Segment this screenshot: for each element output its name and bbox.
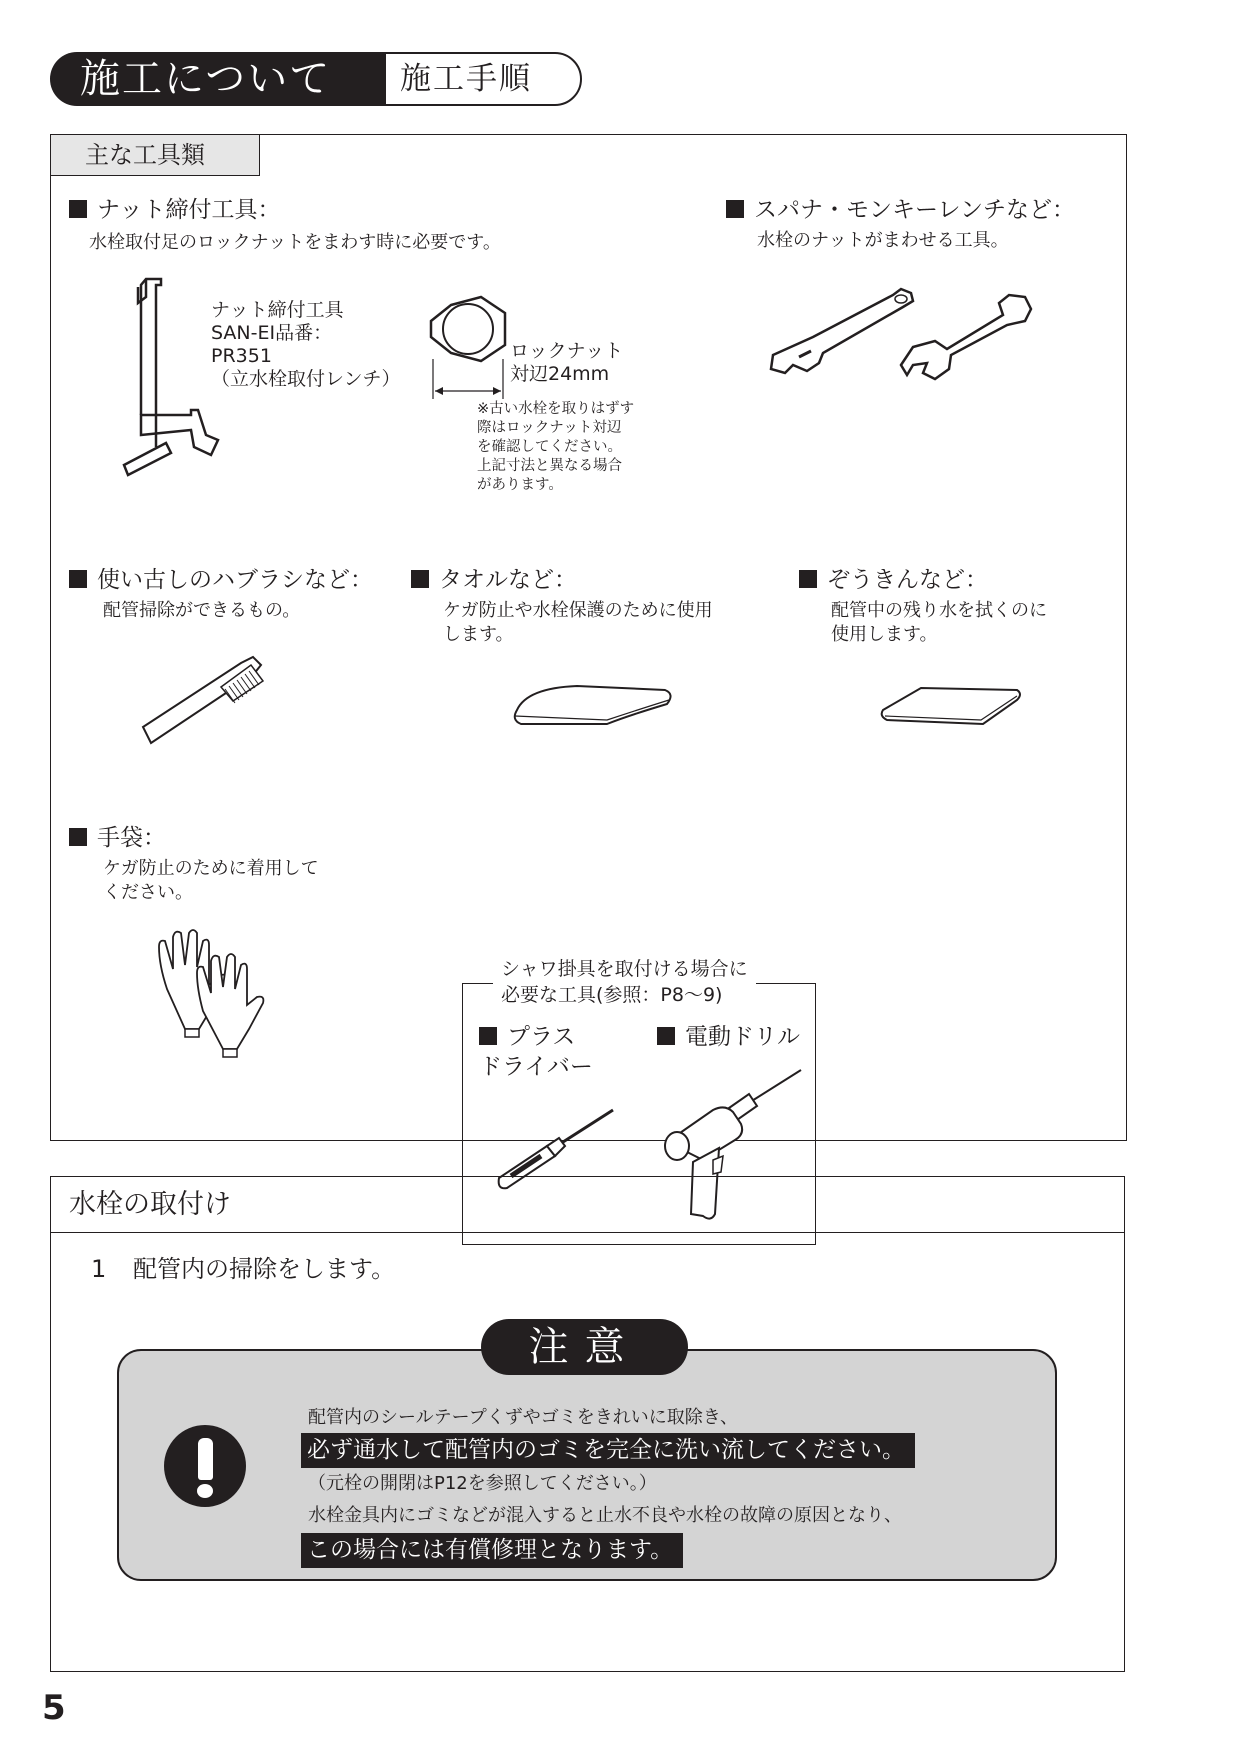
page-title: 施工について [80, 56, 332, 102]
header-title-block [50, 52, 390, 106]
toothbrush-icon [141, 645, 281, 755]
shower-tools-title: シャワ掛具を取付ける場合に 必要な工具(参照：P8～9) [493, 956, 756, 1008]
tools-section [50, 134, 1127, 1141]
bullet-square-icon [69, 570, 87, 588]
cloth-desc: 配管中の残り水を拭くのに 使用します。 [831, 600, 1047, 645]
step-1 [91, 1253, 395, 1285]
header-subtitle-block [384, 52, 582, 106]
caution-line-1: 配管内のシールテープくずやゴミをきれいに取除き、 [308, 1407, 739, 1428]
spanner-desc: 水栓のナットがまわせる工具。 [757, 230, 1009, 251]
caution-highlight-2: この場合には有償修理となります。 [301, 1533, 683, 1568]
cloth-icon [877, 680, 1027, 740]
bullet-square-icon [479, 1027, 497, 1045]
tools-tab-label: 主な工具類 [85, 141, 205, 169]
caution-highlight-1: 必ず通水して配管内のゴミを完全に洗い流してください。 [301, 1433, 915, 1468]
wrench-icon [763, 275, 1093, 395]
caution-line-2: （元栓の開閉はP12を参照してください。） [308, 1473, 657, 1494]
bullet-square-icon [657, 1027, 675, 1045]
exclamation-icon [164, 1425, 246, 1507]
locknut-note: ※古い水栓を取りはずす 際はロックナット対辺 を確認してください。 上記寸法と異なる場合 があります。 [477, 401, 635, 493]
screwdriver-title: プラス ドライバー [479, 1024, 593, 1080]
spanner-title: スパナ・モンキーレンチなど： [726, 195, 1075, 225]
page-subtitle: 施工手順 [400, 61, 532, 97]
step-text: 配管内の掃除をします。 [133, 1255, 396, 1283]
towel-desc: ケガ防止や水栓保護のために使用 します。 [443, 600, 713, 645]
bullet-square-icon [799, 570, 817, 588]
page-header [50, 52, 580, 106]
brush-desc: 配管掃除ができるもの。 [103, 600, 301, 621]
nut-tool-title: ナット締付工具： [69, 195, 281, 225]
bullet-square-icon [69, 828, 87, 846]
gloves-desc: ケガ防止のために着用して ください。 [103, 858, 319, 903]
caution-label: 注意 [481, 1319, 688, 1375]
towel-icon [507, 680, 677, 740]
bullet-square-icon [69, 200, 87, 218]
bullet-square-icon [411, 570, 429, 588]
step-number: 1 [91, 1255, 107, 1283]
towel-title: タオルなど： [411, 565, 577, 595]
faucet-section-header [51, 1177, 1124, 1233]
gloves-title: 手袋： [69, 823, 166, 853]
tools-tab [51, 135, 260, 176]
caution-line-3: 水栓金具内にゴミなどが混入すると止水不良や水栓の故障の原因となり、 [308, 1505, 902, 1526]
faucet-install-section [50, 1176, 1125, 1672]
nut-tool-desc: 水栓取付足のロックナットをまわす時に必要です。 [89, 232, 501, 253]
brush-title: 使い古しのハブラシなど： [69, 565, 373, 595]
gloves-icon [151, 925, 271, 1060]
cloth-title: ぞうきんなど： [799, 565, 988, 595]
nut-tool-label: ナット締付工具 SAN-EI品番： PR351 （立水栓取付レンチ） [211, 299, 401, 390]
page-number: 5 [42, 1688, 66, 1728]
faucet-section-title: 水栓の取付け [69, 1189, 231, 1220]
bullet-square-icon [726, 200, 744, 218]
locknut-label: ロックナット 対辺24mm [510, 340, 624, 385]
drill-title: 電動ドリル [657, 1022, 800, 1052]
